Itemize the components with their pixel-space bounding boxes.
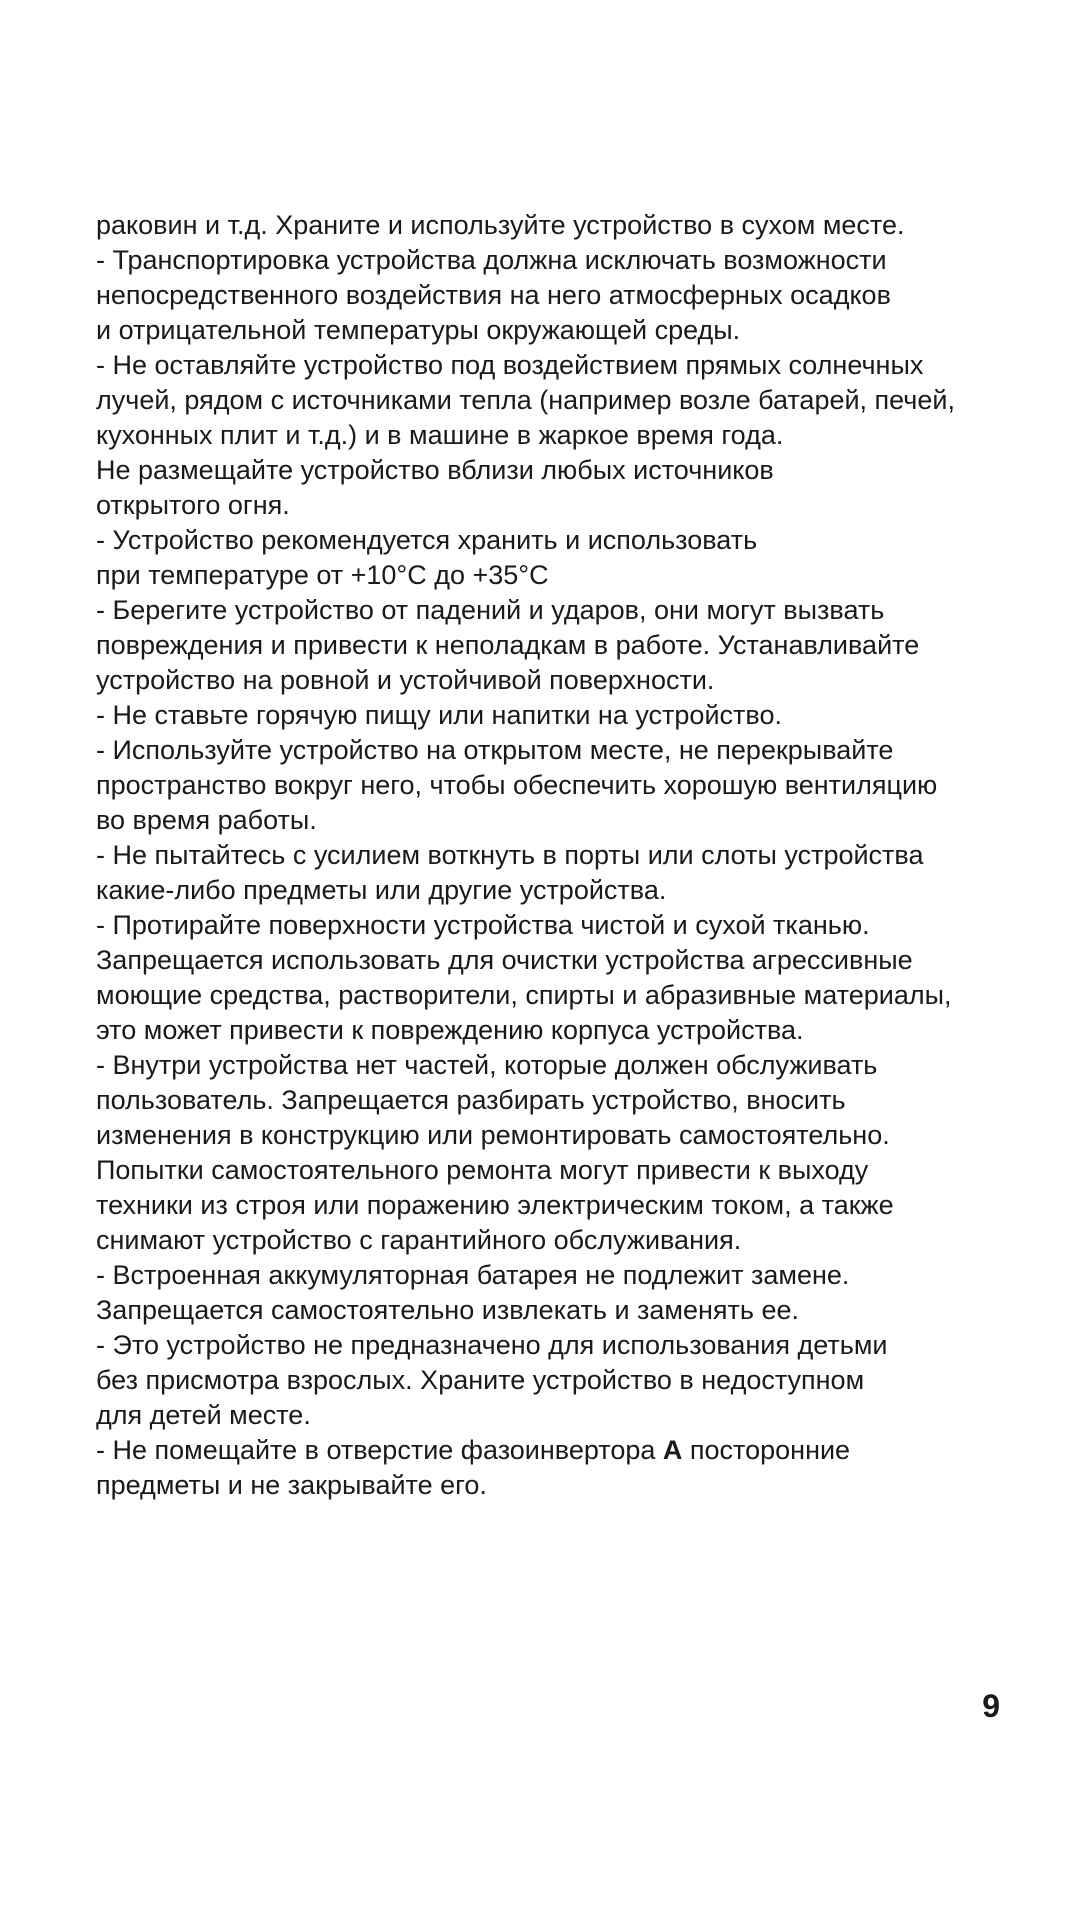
text-line: изменения в конструкцию или ремонтировать самостоятельно. [96,1120,890,1150]
text-line: снимают устройство с гарантийного обслуживания. [96,1225,742,1255]
text-line: Не размещайте устройство вблизи любых источников [96,455,774,485]
text-line: непосредственного воздействия на него атмосферных осадков [96,280,891,310]
text-fragment: посторонние [682,1435,851,1465]
text-line: - Не оставляйте устройство под воздействием прямых солнечных [96,350,924,380]
text-line: - Это устройство не предназначено для использования детьми [96,1330,888,1360]
text-line: это может привести к повреждению корпуса устройства. [96,1015,804,1045]
text-line: - Внутри устройства нет частей, которые должен обслуживать [96,1050,878,1080]
text-line: и отрицательной температуры окружающей среды. [96,315,741,345]
text-line: какие-либо предметы или другие устройства. [96,875,667,905]
text-line: повреждения и привести к неполадкам в работе. Устанавливайте [96,630,920,660]
text-line: устройство на ровной и устойчивой поверхности. [96,665,715,695]
text-line: - Протирайте поверхности устройства чистой и сухой тканью. [96,910,870,940]
text-line: пользователь. Запрещается разбирать устройство, вносить [96,1085,846,1115]
text-line: лучей, рядом с источниками тепла (например возле батарей, печей, [96,385,955,415]
text-line: для детей месте. [96,1400,311,1430]
text-line: - Не ставьте горячую пищу или напитки на устройство. [96,700,782,730]
text-line: техники из строя или поражению электрическим током, а также [96,1190,894,1220]
text-line: - Транспортировка устройства должна исключать возможности [96,245,887,275]
text-line: - Встроенная аккумуляторная батарея не подлежит замене. [96,1260,850,1290]
text-line: - Устройство рекомендуется хранить и использовать [96,525,758,555]
text-line: при температуре от +10°С до +35°С [96,560,549,590]
text-line-last-paragraph-1 [96,1433,1006,1468]
text-line: - Используйте устройство на открытом месте, не перекрывайте [96,735,894,765]
text-line: Запрещается самостоятельно извлекать и заменять ее. [96,1295,800,1325]
text-line: Запрещается использовать для очистки устройства агрессивные [96,945,913,975]
bold-reference-letter: A [662,1435,683,1465]
text-line-last-paragraph-2: предметы и не закрывайте его. [96,1470,487,1500]
text-line: во время работы. [96,805,317,835]
text-fragment: - Не помещайте в отверстие фазоинвертора [96,1435,663,1465]
page-number: 9 [982,1688,1000,1724]
text-line: пространство вокруг него, чтобы обеспечить хорошую вентиляцию [96,770,938,800]
text-line: моющие средства, растворители, спирты и абразивные материалы, [96,980,952,1010]
text-line: открытого огня. [96,490,290,520]
text-line: без присмотра взрослых. Храните устройство в недоступном [96,1365,865,1395]
text-line: - Берегите устройство от падений и ударов, они могут вызвать [96,595,885,625]
text-line: - Не пытайтесь с усилием воткнуть в порты или слоты устройства [96,840,924,870]
body-text [96,208,1006,1503]
text-line: раковин и т.д. Храните и используйте устройство в сухом месте. [96,210,905,240]
text-line: кухонных плит и т.д.) и в машине в жаркое время года. [96,420,784,450]
text-line: Попытки самостоятельного ремонта могут привести к выходу [96,1155,869,1185]
